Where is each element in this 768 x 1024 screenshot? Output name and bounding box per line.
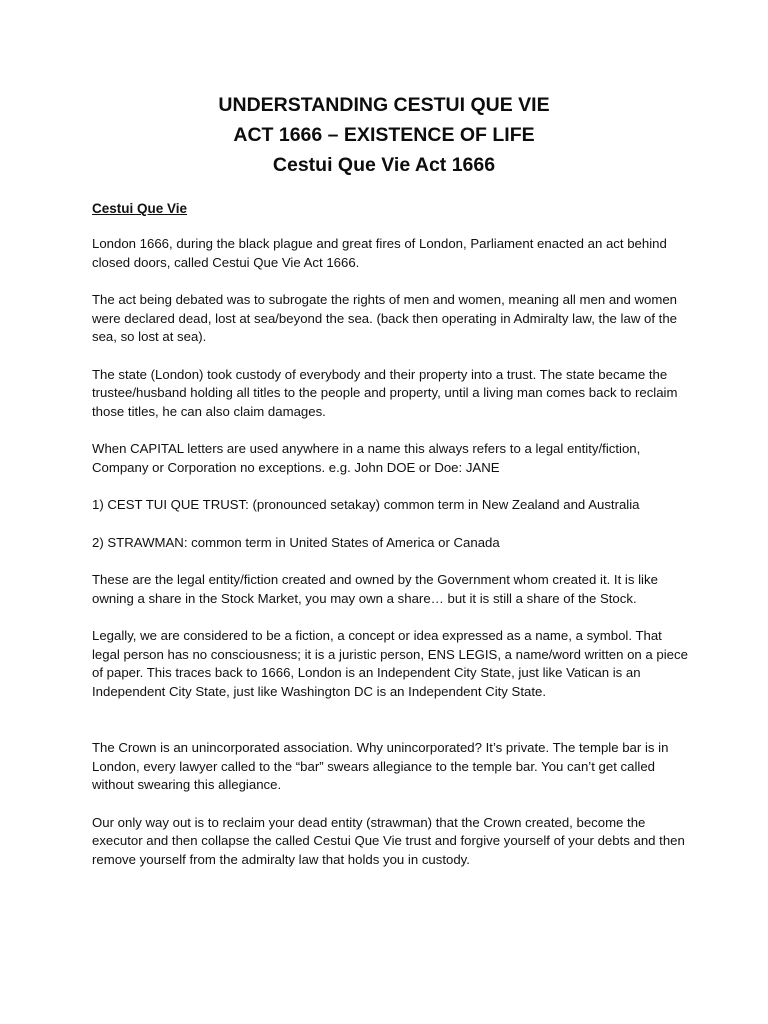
document-title: [0, 90, 768, 180]
paragraph: The state (London) took custody of everybody and their property into a trust. The state became the trustee/husband holding all titles to the people and property, until a living man comes back to reclaim those titles, he can also claim damages.: [92, 366, 678, 419]
document-body: [92, 200, 692, 888]
paragraph: Our only way out is to reclaim your dead entity (strawman) that the Crown created, become the executor and then collapse the called Cestui Que Vie trust and forgive yourself of your debts and then remove yourself from the admiralty law that holds you in custody.: [92, 814, 685, 867]
paragraph: Legally, we are considered to be a fiction, a concept or idea expressed as a name, a symbol. That legal person has no consciousness; it is a juristic person, ENS LEGIS, a name/word written on a piece of paper. This traces back to 1666, London is an Independent City State, just like Vatican is an Independent City State, just like Washington DC is an Independent City State.: [92, 628, 688, 699]
section-heading: Cestui Que Vie: [92, 201, 188, 216]
title-line-3: Cestui Que Vie Act 1666: [272, 154, 496, 176]
paragraph: The Crown is an unincorporated association. Why unincorporated? It’s private. The temple bar is in London, every lawyer called to the “bar” swears allegiance to the temple bar. You can’t get called without swearing this allegiance.: [92, 740, 669, 792]
title-line-2: ACT 1666 – EXISTENCE OF LIFE: [233, 124, 535, 146]
paragraph: When CAPITAL letters are used anywhere in a name this always refers to a legal entity/fiction, Company or Corporation no exceptions. e.g. John DOE or Doe: JANE: [92, 441, 641, 475]
paragraph: The act being debated was to subrogate the rights of men and women, meaning all men and women were declared dead, lost at sea/beyond the sea. (back then operating in Admiralty law, the law of the sea, so lost at sea).: [92, 292, 678, 344]
list-item: 1) CEST TUI QUE TRUST: (pronounced setakay) common term in New Zealand and Australia: [92, 497, 640, 512]
paragraph: London 1666, during the black plague and great fires of London, Parliament enacted an act behind closed doors, called Cestui Que Vie Act 1666.: [92, 236, 667, 270]
title-line-1: UNDERSTANDING CESTUI QUE VIE: [218, 94, 550, 116]
paragraph: These are the legal entity/fiction created and owned by the Government whom created it. It is like owning a share in the Stock Market, you may own a share… but it is still a share of the Stock.: [92, 572, 658, 606]
list-item: 2) STRAWMAN: common term in United States of America or Canada: [92, 534, 500, 550]
